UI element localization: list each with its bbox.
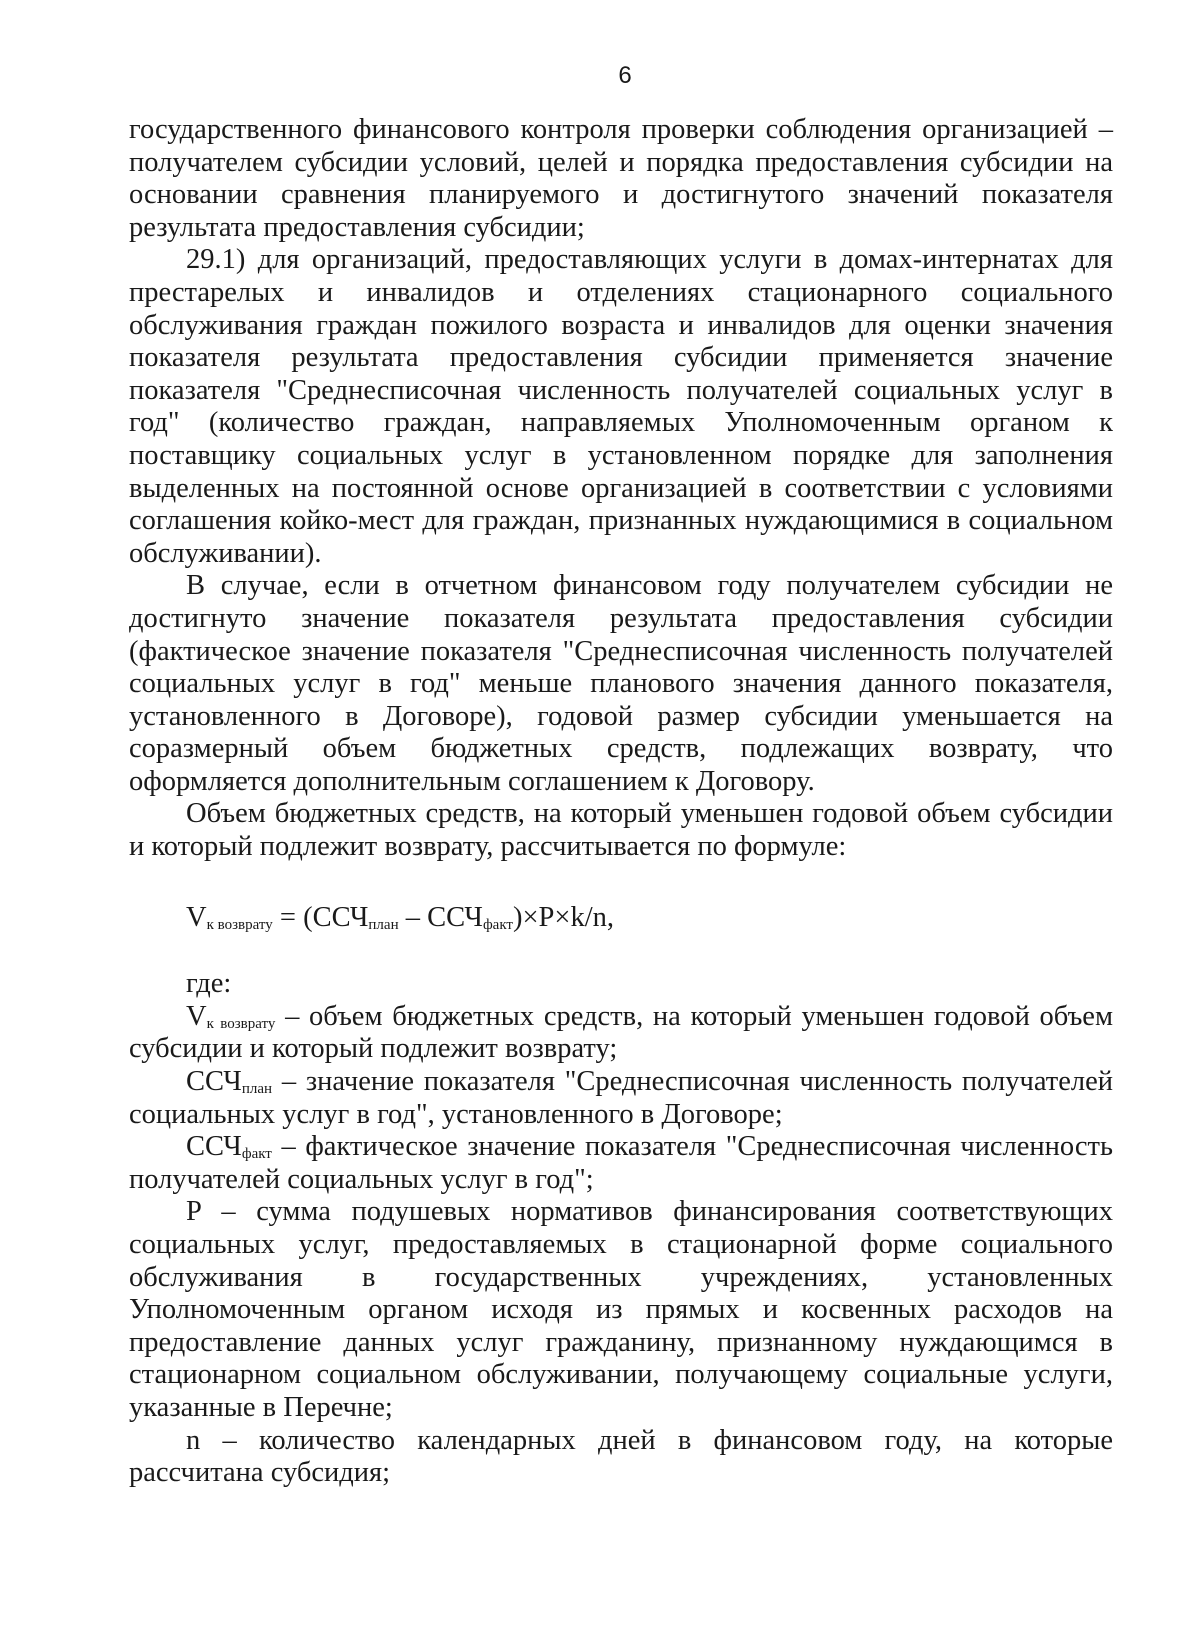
paragraph-formula-intro: Объем бюджетных средств, на который уменьшен годовой объем субсидии и который подлежит возврату, рассчитывается по формуле: <box>129 798 1113 863</box>
paragraph-continuation: государственного финансового контроля проверки соблюдения организацией – получателем субсидии условий, целей и порядка предоставления субсидии на основании сравнения планируемого и достигнутого значений показателя результата предоставления субсидии; <box>129 114 1113 243</box>
formula-minus: – ССЧ <box>398 901 483 933</box>
paragraph-29-1: 29.1) для организаций, предоставляющих услуги в домах-интернатах для престарелых и инвалидов и отделениях стационарного социального обслуживания граждан пожилого возраста и инвалидов для оценки значения показателя результата предоставления субсидии применяется значение показателя "Среднесписочная численность получателей социальных услуг в год" (количество граждан, направляемых Уполномоченным органом к поставщику социальных услуг в установленном порядке для заполнения выделенных на постоянной основе организацией в соответствии с условиями соглашения койко-мест для граждан, признанных нуждающимися в социальном обслуживании). <box>129 244 1113 569</box>
definition-fact-subscript: факт <box>241 1146 272 1163</box>
page-number: 6 <box>618 62 632 89</box>
formula-fact-subscript: факт <box>482 916 513 933</box>
definition-fact-text: – фактическое значение показателя "Среднесписочная численность получателей социальных услуг в год"; <box>129 1131 1113 1195</box>
definition-fact <box>129 1131 1113 1196</box>
definition-fact-term: ССЧ <box>186 1131 242 1163</box>
definition-v-term: V <box>186 1000 207 1032</box>
formula-tail: )×P×k/n, <box>512 901 615 933</box>
definition-v <box>129 1001 1113 1066</box>
formula-v-subscript: к возврату <box>206 916 273 933</box>
definition-v-text: – объем бюджетных средств, на который уменьшен годовой объем субсидии и который подлежит возврату; <box>129 1000 1113 1065</box>
formula-plan-subscript: план <box>368 916 399 933</box>
formula <box>186 902 1113 935</box>
definition-plan-subscript: план <box>241 1081 273 1098</box>
definition-plan-text: – значение показателя "Среднесписочная численность получателей социальных услуг в год", установленного в Договоре; <box>129 1066 1113 1130</box>
definition-plan <box>129 1066 1113 1131</box>
formula-eq-open: = (ССЧ <box>272 901 369 933</box>
document-body <box>129 114 1113 1490</box>
definition-v-subscript: к возврату <box>206 1015 276 1032</box>
definition-plan-term: ССЧ <box>186 1066 242 1098</box>
definition-p: P – сумма подушевых нормативов финансирования соответствующих социальных услуг, предоставляемых в стационарной форме социального обслуживания в государственных учреждениях, установленных Уполномоченным органом исходя из прямых и косвенных расходов на предоставление данных услуг гражданину, признанному нуждающимся в стационарном социальном обслуживании, получающему социальные услуги, указанные в Перечне; <box>129 1196 1113 1423</box>
formula-v: V <box>186 901 207 933</box>
paragraph-reduction-case: В случае, если в отчетном финансовом году получателем субсидии не достигнуто значение показателя результата предоставления субсидии (фактическое значение показателя "Среднесписочная численность получателей социальных услуг в год" меньше планового значения данного показателя, установленного в Договоре), годовой размер субсидии уменьшается на соразмерный объем бюджетных средств, подлежащих возврату, что оформляется дополнительным соглашением к Договору. <box>129 570 1113 797</box>
where-label: где: <box>186 968 232 1000</box>
definition-n: n – количество календарных дней в финансовом году, на которые рассчитана субсидия; <box>129 1424 1113 1489</box>
